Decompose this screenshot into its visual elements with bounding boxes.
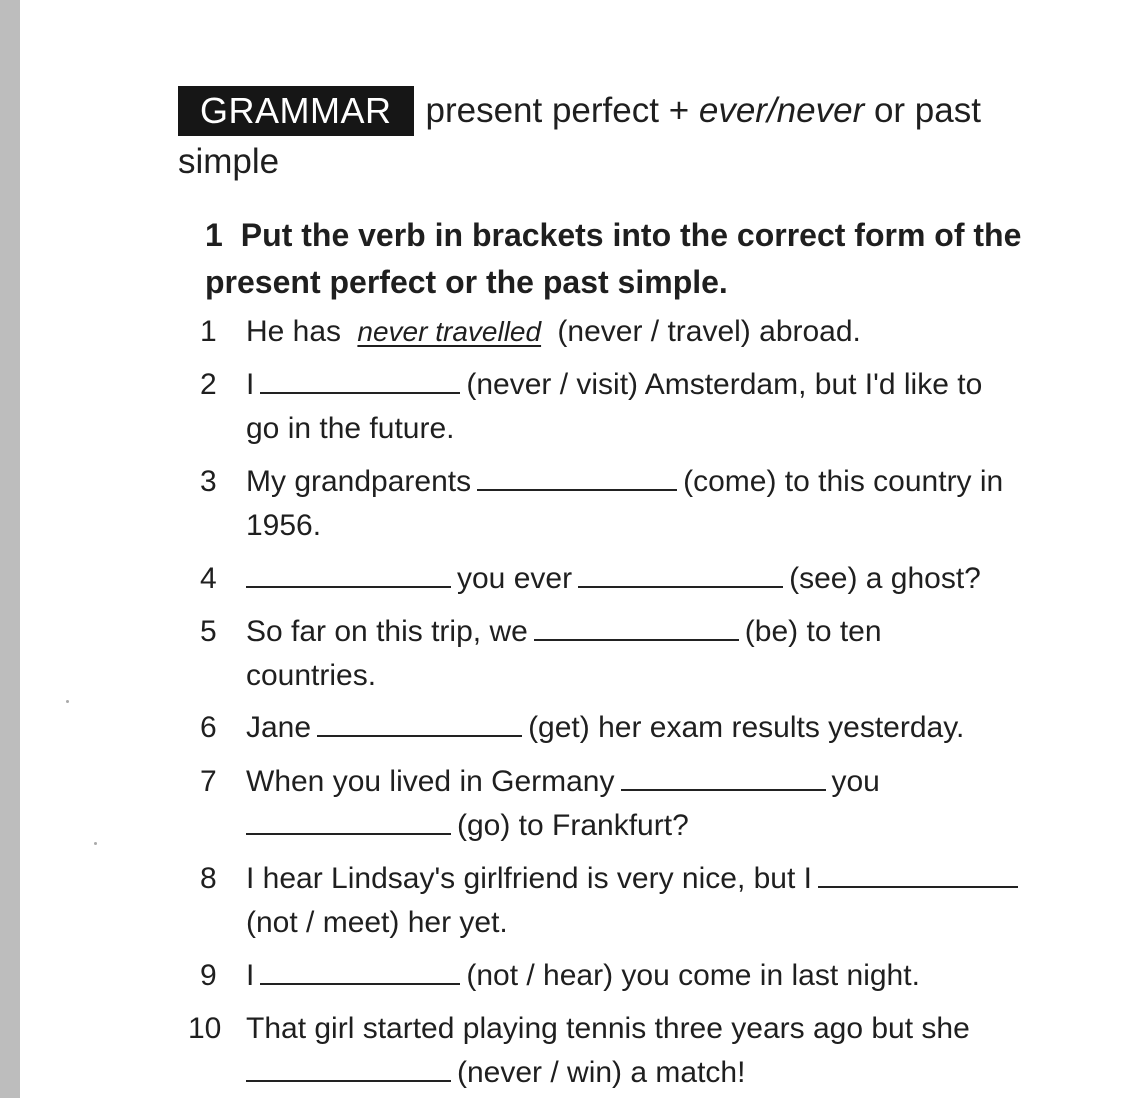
item-text: you ever [457, 562, 573, 595]
topic-emphasis: ever/never [698, 91, 865, 130]
item-text: countries. [246, 659, 377, 692]
grammar-badge: GRAMMAR [178, 86, 414, 136]
item-number: 8 [200, 862, 217, 895]
exercise-item [200, 460, 1090, 548]
example-answer: never travelled [357, 316, 542, 347]
item-text: (see) a ghost? [789, 562, 981, 595]
instruction-line-2: present perfect or the past simple. [205, 264, 728, 300]
item-number: 4 [200, 562, 217, 595]
answer-blank[interactable] [621, 761, 826, 791]
exercise-item [200, 557, 1090, 601]
exercise-item [200, 857, 1090, 945]
item-text: (never / win) a match! [457, 1056, 746, 1089]
item-text: So far on this trip, we [246, 615, 528, 648]
item-text: I [246, 368, 255, 401]
answer-blank[interactable] [534, 611, 739, 641]
exercise-item [200, 760, 1090, 848]
item-text: (not / meet) her yet. [246, 906, 508, 939]
answer-blank[interactable] [246, 558, 451, 588]
answer-blank[interactable] [260, 955, 460, 985]
item-number: 9 [200, 959, 217, 992]
section-title [178, 86, 981, 136]
answer-blank[interactable] [246, 805, 451, 835]
item-text: (go) to Frankfurt? [457, 809, 689, 842]
exercise-item [188, 1007, 1090, 1095]
item-number: 2 [200, 368, 217, 401]
item-text: He has [246, 315, 342, 348]
answer-blank[interactable] [317, 707, 522, 737]
item-text: When you lived in Germany [246, 765, 615, 798]
item-number: 7 [200, 765, 217, 798]
speck [66, 700, 69, 703]
topic-part: present perfect + [425, 91, 699, 130]
item-number: 5 [200, 615, 217, 648]
answer-blank[interactable] [818, 858, 1018, 888]
topic-title-continued: simple [178, 142, 280, 181]
topic-part: or past [864, 91, 981, 130]
item-text: I hear Lindsay's girlfriend is very nice, but I [246, 862, 812, 895]
exercise-item [200, 310, 1090, 354]
item-text: (never / travel) abroad. [557, 315, 861, 348]
item-text: go in the future. [246, 412, 455, 445]
item-text: My grandparents [246, 465, 472, 498]
item-text: 1956. [246, 509, 322, 542]
exercise-item [200, 363, 1090, 451]
item-text: I [246, 959, 255, 992]
item-number: 10 [188, 1012, 222, 1045]
answer-blank[interactable] [578, 558, 783, 588]
item-text: (come) to this country in [683, 465, 1004, 498]
item-text: That girl started playing tennis three years ago but she [246, 1012, 970, 1045]
item-text: (get) her exam results yesterday. [528, 711, 965, 744]
topic-title [426, 91, 981, 131]
item-text: you [831, 765, 880, 798]
item-text: (be) to ten [744, 615, 882, 648]
exercise-item [200, 954, 1090, 998]
item-text: (not / hear) you come in last night. [466, 959, 920, 992]
item-number: 3 [200, 465, 217, 498]
answer-blank[interactable] [260, 364, 460, 394]
exercise-number: 1 [205, 217, 223, 253]
speck [94, 842, 97, 845]
exercise-instruction [205, 212, 1085, 306]
answer-blank[interactable] [477, 461, 677, 491]
item-number: 1 [200, 315, 217, 348]
item-text: Jane [246, 711, 312, 744]
exercise-item [200, 706, 1090, 750]
answer-blank[interactable] [246, 1052, 451, 1082]
page-edge-shadow [0, 0, 20, 1098]
exercise-item [200, 610, 1090, 698]
item-number: 6 [200, 711, 217, 744]
item-text: (never / visit) Amsterdam, but I'd like to [466, 368, 983, 401]
instruction-line-1: Put the verb in brackets into the correct form of the [240, 217, 1022, 253]
